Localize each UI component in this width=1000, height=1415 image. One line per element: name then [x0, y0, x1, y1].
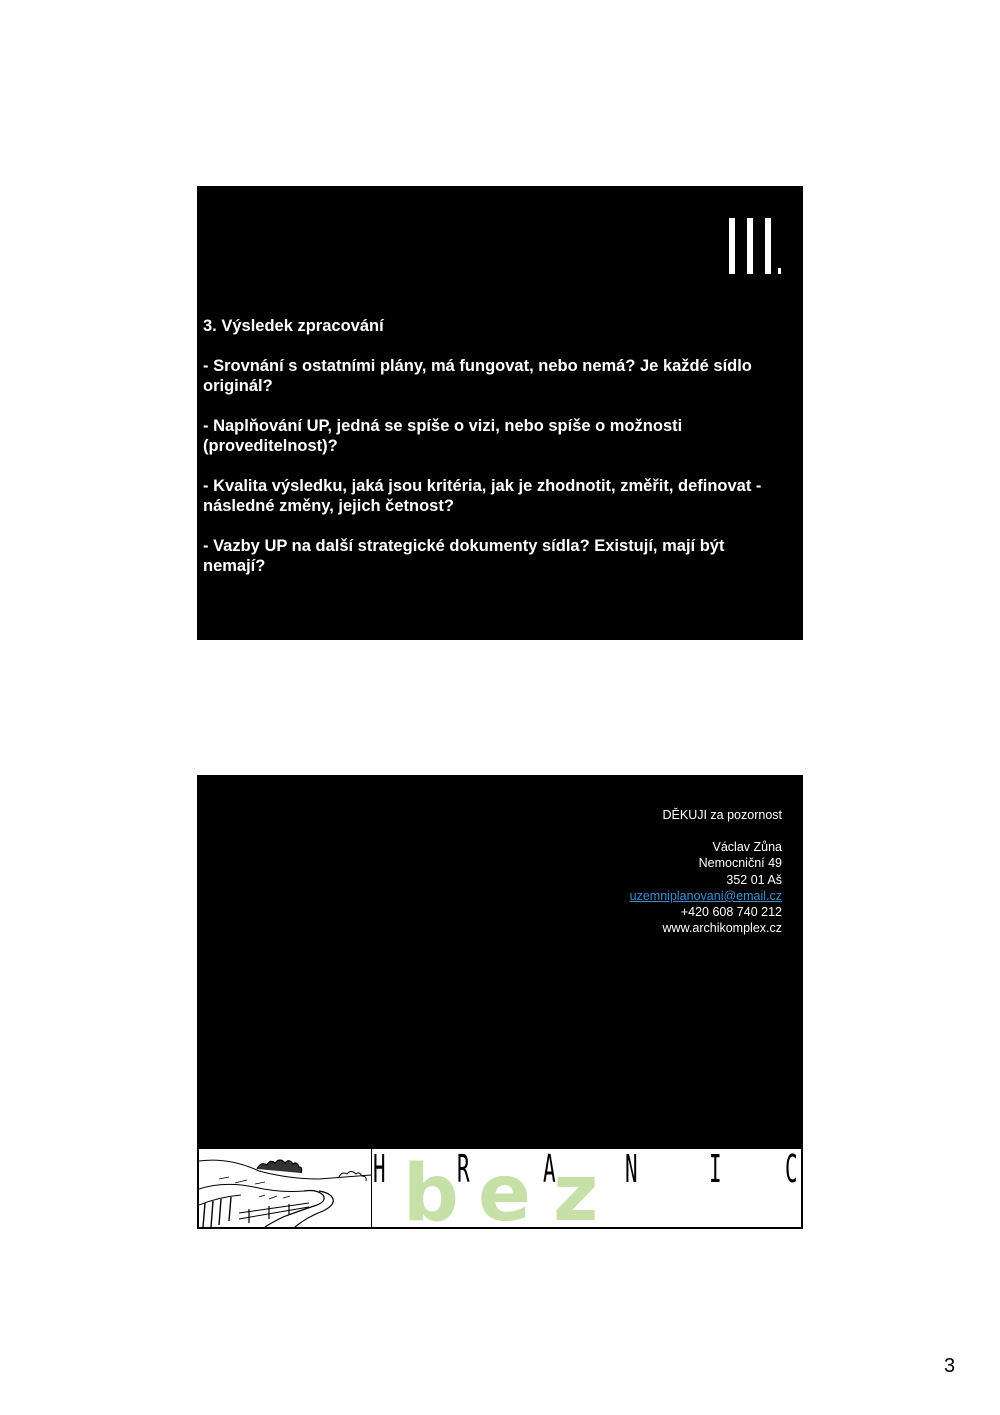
logo-small-letter: R — [457, 1149, 470, 1191]
slide-1-bullet: - Vazby UP na další strategické dokumenty sídla? Existují, mají být nemají? — [203, 537, 725, 575]
logo-big-letter: b — [403, 1149, 459, 1227]
roman-numeral-three-icon — [721, 218, 781, 278]
slide-1-bullet: - Srovnání s ostatními plány, má fungovat, nebo nemá? Je každé sídlo originál? — [203, 357, 752, 395]
contact-web: www.archikomplex.cz — [662, 921, 782, 936]
logo-small-letter: N — [625, 1149, 638, 1191]
contact-name: Václav Zůna — [712, 840, 782, 855]
contact-street: Nemocniční 49 — [698, 856, 782, 871]
slide-1 — [197, 186, 803, 640]
logo-small-letter: A — [543, 1149, 556, 1191]
contact-city: 352 01 Aš — [726, 872, 782, 887]
footer-banner — [197, 1147, 803, 1229]
logo-big-letter: z — [553, 1149, 599, 1227]
slide-1-bullet: - Kvalita výsledku, jaká jsou kritéria, jak je zhodnotit, změřit, definovat - následné změny, jejich četnost? — [203, 477, 762, 515]
landscape-sketch-icon — [199, 1149, 372, 1227]
logo-small-letter: H — [373, 1149, 386, 1191]
slide-2 — [197, 775, 803, 1229]
contact-block — [630, 807, 782, 936]
logo-small-letter: C — [785, 1149, 798, 1191]
hranice-bez-logo — [373, 1149, 801, 1227]
slide-1-heading: 3. Výsledek zpracování — [203, 317, 384, 335]
logo-small-letter: I — [709, 1149, 722, 1191]
logo-big-letter: e — [478, 1149, 531, 1227]
slide-1-bullet: - Naplňování UP, jedná se spíše o vizi, nebo spíše o možnosti (proveditelnost)? — [203, 417, 683, 455]
email-link[interactable]: uzemniplanovani@email.cz — [629, 888, 782, 903]
contact-phone: +420 608 740 212 — [680, 905, 782, 920]
page-number: 3 — [944, 1355, 956, 1377]
slide-1-text — [203, 316, 783, 596]
thanks-text: DĚKUJI za pozornost — [662, 808, 782, 822]
